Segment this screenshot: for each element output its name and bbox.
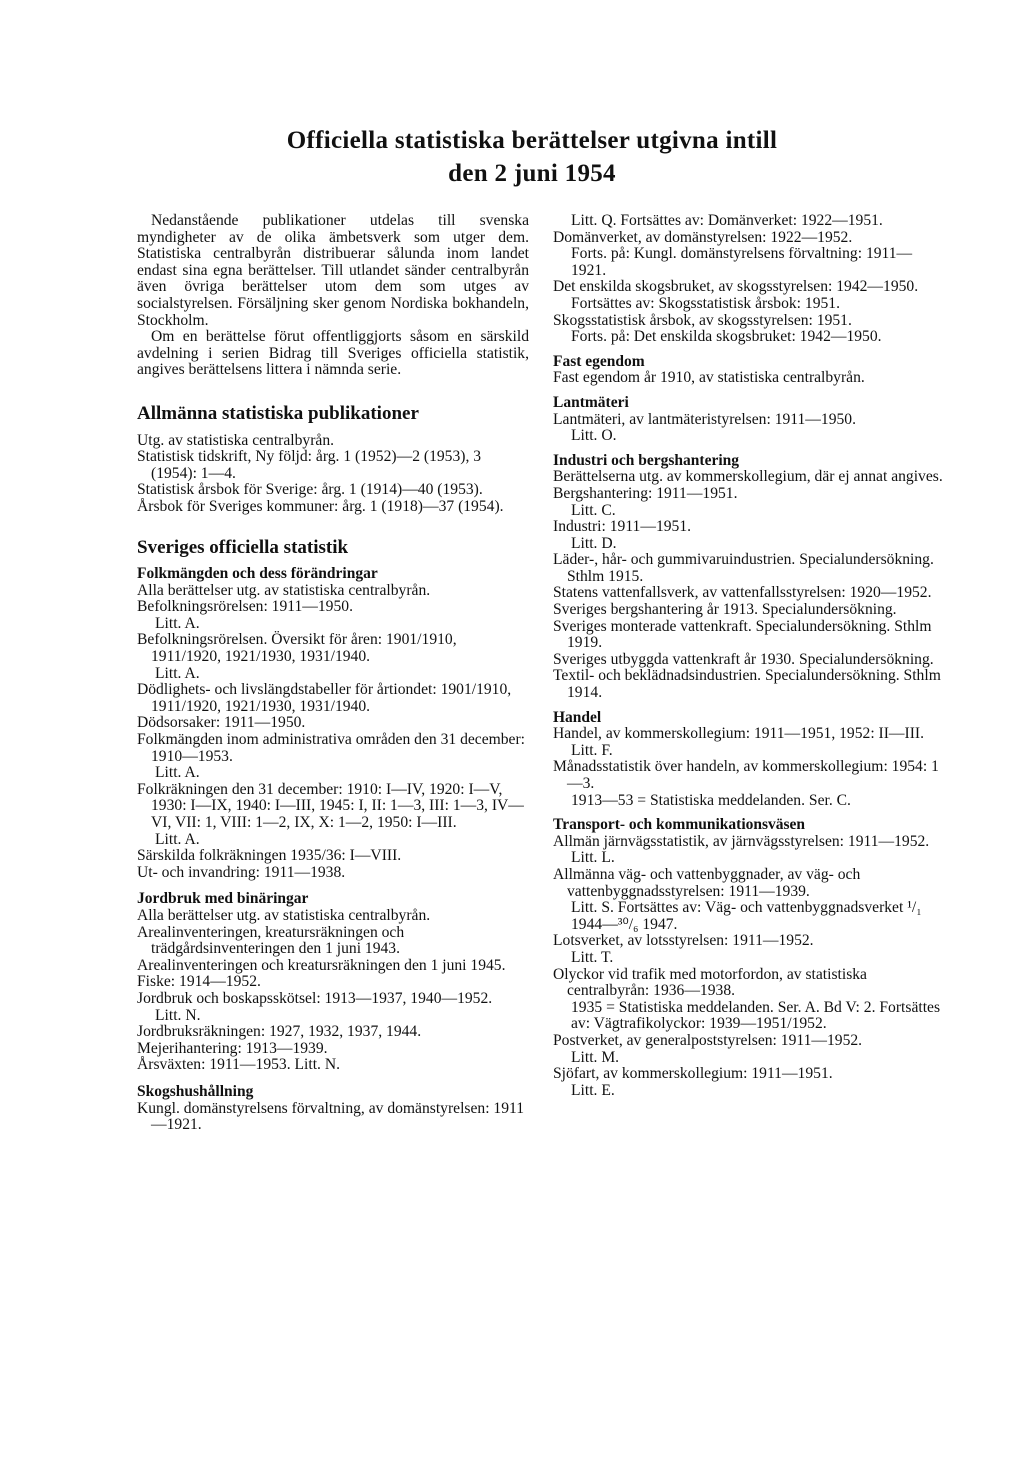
list-item: Folkräkningen den 31 december: 1910: I—IV, 1920: I—V, 1930: I—IX, 1940: I—III, 1945: I, II: 1—3, III: 1—3, IV—VI, VII: 1, VIII: 1—2, IX, X: 1—2, 1950: I—III.: [137, 780, 524, 831]
litt-ref: Litt. A.: [155, 830, 200, 848]
list-item: Det enskilda skogsbruket, av skogsstyrelsen: 1942—1950.: [553, 278, 919, 296]
litt-ref: Litt. S. Fortsättes av: Väg- och vattenbyggnadsverket ¹/₁ 1944—³⁰/₆ 1947.: [571, 899, 922, 933]
litt-ref: Litt. N.: [155, 1006, 201, 1024]
list-item: Månadsstatistik över handeln, av kommerskollegium: 1954: 1—3.: [553, 758, 939, 792]
section-heading-allmanna: Allmänna statistiska publikationer: [137, 402, 419, 424]
list-item: Jordbruk och boskapsskötsel: 1913—1937, 1940—1952.: [137, 989, 493, 1007]
list-item: Domänverket, av domänstyrelsen: 1922—1952.: [553, 228, 853, 246]
list-item: Handel, av kommerskollegium: 1911—1951, 1952: II—III.: [553, 725, 925, 743]
litt-ref: Litt. F.: [571, 741, 613, 759]
list-item: Berättelserna utg. av kommerskollegium, där ej annat angives.: [553, 468, 943, 486]
section-heading-sos: Sveriges officiella statistik: [137, 536, 349, 558]
litt-ref: Litt. D.: [571, 534, 617, 552]
litt-ref: Litt. Q. Fortsättes av: Domänverket: 1922—1951.: [571, 212, 883, 229]
list-item: Alla berättelser utg. av statistiska centralbyrån.: [137, 906, 431, 924]
list-item: Dödlighets- och livslängdstabeller för årtiondet: 1901/1910, 1911/1920, 1921/1930, 1931/1940.: [137, 681, 512, 715]
list-item: Årsväxten: 1911—1953. Litt. N.: [137, 1056, 340, 1074]
list-item: Bergshantering: 1911—1951.: [553, 484, 738, 502]
list-item: Dödsorsaker: 1911—1950.: [137, 714, 306, 732]
list-item: Allmänna väg- och vattenbyggnader, av väg- och vattenbyggnadsstyrelsen: 1911—1939.: [553, 865, 861, 900]
list-item: Alla berättelser utg. av statistiska centralbyrån.: [137, 581, 431, 599]
litt-ref: Litt. E.: [571, 1081, 615, 1099]
list-item: Utg. av statistiska centralbyrån.: [137, 431, 335, 449]
subsection-heading-industri: Industri och bergshantering: [553, 451, 740, 469]
list-item: Mejerihantering: 1913—1939.: [137, 1039, 328, 1057]
subsection-heading-lantmateri: Lantmäteri: [553, 393, 629, 411]
intro-paragraph: Om en berättelse förut offentliggjorts såsom en särskild avdelning i serien Bidrag till Sveriges officiella statistik, angives berättelsens littera i nämnda serie.: [137, 328, 529, 379]
list-item: Statens vattenfallsverk, av vattenfallsstyrelsen: 1920—1952.: [553, 584, 932, 602]
subsection-heading-folkmangden: Folkmängden och dess förändringar: [137, 565, 378, 583]
list-item: Statistisk tidskrift, Ny följd: årg. 1 (1952)—2 (1953), 3 (1954): 1—4.: [137, 448, 482, 482]
list-item: Textil- och beklädnadsindustrien. Specialundersökning. Sthlm 1914.: [553, 667, 941, 702]
page-title-line1: Officiella statistiska berättelser utgivna intill: [286, 127, 778, 154]
list-item: Fast egendom år 1910, av statistiska centralbyrån.: [553, 369, 865, 387]
list-item: Arealinventeringen, kreatursräkningen och trädgårdsinventeringen den 1 juni 1943.: [137, 923, 405, 958]
list-item: Sveriges utbyggda vattenkraft år 1930. Specialundersökning.: [553, 650, 934, 668]
litt-ref: Litt. L.: [571, 849, 615, 867]
subsection-heading-skogshushallning: Skogshushållning: [137, 1082, 254, 1100]
list-item: Sveriges bergshantering år 1913. Specialundersökning.: [553, 601, 897, 619]
intro-paragraph: Nedanstående publikationer utdelas till svenska myndigheter av de olika ämbetsverk som utger dem. Statistiska centralbyrån distribuerar sålunda inom landet endast sina egna berättelser. Till utlandet sänder centralbyrån även övriga berättelser utom dem som utges av socialstyrelsen. Försäljning sker genom Nordiska bokhandeln, Stockholm.: [137, 212, 529, 329]
litt-ref: Litt. C.: [571, 501, 616, 519]
subsection-heading-transport: Transport- och kommunikationsväsen: [553, 816, 806, 834]
subsection-heading-handel: Handel: [553, 708, 602, 726]
list-item: Sveriges monterade vattenkraft. Specialundersökning. Sthlm 1919.: [553, 617, 932, 652]
list-item: Statistisk årsbok för Sverige: årg. 1 (1914)—40 (1953).: [137, 481, 483, 499]
list-item: Skogsstatistisk årsbok, av skogsstyrelsen: 1951.: [553, 311, 852, 329]
litt-ref: Forts. på: Det enskilda skogsbruket: 1942—1950.: [571, 328, 882, 346]
list-item: Arealinventeringen och kreatursräkningen den 1 juni 1945.: [137, 956, 506, 974]
litt-ref: Forts. på: Kungl. domänstyrelsens förvaltning: 1911—1921.: [571, 245, 913, 279]
litt-ref: Fortsättes av: Skogsstatistisk årsbok: 1951.: [571, 294, 840, 312]
list-item: Folkmängden inom administrativa områden den 31 december: 1910—1953.: [137, 731, 526, 765]
list-item: Årsbok för Sveriges kommuner: årg. 1 (1918)—37 (1954).: [137, 497, 504, 515]
litt-ref: 1913—53 = Statistiska meddelanden. Ser. C.: [571, 791, 851, 809]
list-item: Postverket, av generalpoststyrelsen: 1911—1952.: [553, 1031, 863, 1049]
list-item: Fiske: 1914—1952.: [137, 973, 261, 991]
litt-ref: Litt. A.: [155, 614, 200, 632]
list-item: Läder-, hår- och gummivaruindustrien. Specialundersökning. Sthlm 1915.: [553, 551, 934, 585]
litt-ref: Litt. A.: [155, 664, 200, 682]
list-item: Olyckor vid trafik med motorfordon, av statistiska centralbyrån: 1936—1938.: [553, 965, 867, 1000]
list-item: Kungl. domänstyrelsens förvaltning, av domänstyrelsen: 1911—1921.: [137, 1099, 525, 1134]
page-title-line2: den 2 juni 1954: [448, 160, 616, 187]
list-item: Lantmäteri, av lantmäteristyrelsen: 1911—1950.: [553, 410, 856, 428]
list-item: Befolkningsrörelsen: 1911—1950.: [137, 598, 353, 616]
list-item: Lotsverket, av lotsstyrelsen: 1911—1952.: [553, 932, 814, 950]
left-column: [137, 213, 529, 1134]
list-item: Särskilda folkräkningen 1935/36: I—VIII.: [137, 847, 402, 865]
list-item: Sjöfart, av kommerskollegium: 1911—1951.: [553, 1065, 833, 1083]
right-column: [553, 213, 945, 1099]
list-item: Befolkningsrörelsen. Översikt för åren: 1901/1910, 1911/1920, 1921/1930, 1931/1940.: [137, 631, 457, 666]
litt-ref: Litt. O.: [571, 427, 617, 445]
litt-ref: Litt. M.: [571, 1048, 620, 1066]
litt-ref: 1935 = Statistiska meddelanden. Ser. A. Bd V: 2. Fortsättes av: Vägtrafikolyckor: 1939—1951/1952.: [571, 998, 941, 1033]
list-item: Jordbruksräkningen: 1927, 1932, 1937, 1944.: [137, 1023, 422, 1041]
list-item: Industri: 1911—1951.: [553, 518, 692, 536]
subsection-heading-fast-egendom: Fast egendom: [553, 352, 645, 370]
subsection-heading-jordbruk: Jordbruk med binäringar: [137, 890, 309, 908]
litt-ref: Litt. A.: [155, 764, 200, 782]
litt-ref: Litt. T.: [571, 948, 614, 966]
list-item: Ut- och invandring: 1911—1938.: [137, 863, 346, 881]
list-item: Allmän järnvägsstatistik, av järnvägsstyrelsen: 1911—1952.: [553, 832, 930, 850]
